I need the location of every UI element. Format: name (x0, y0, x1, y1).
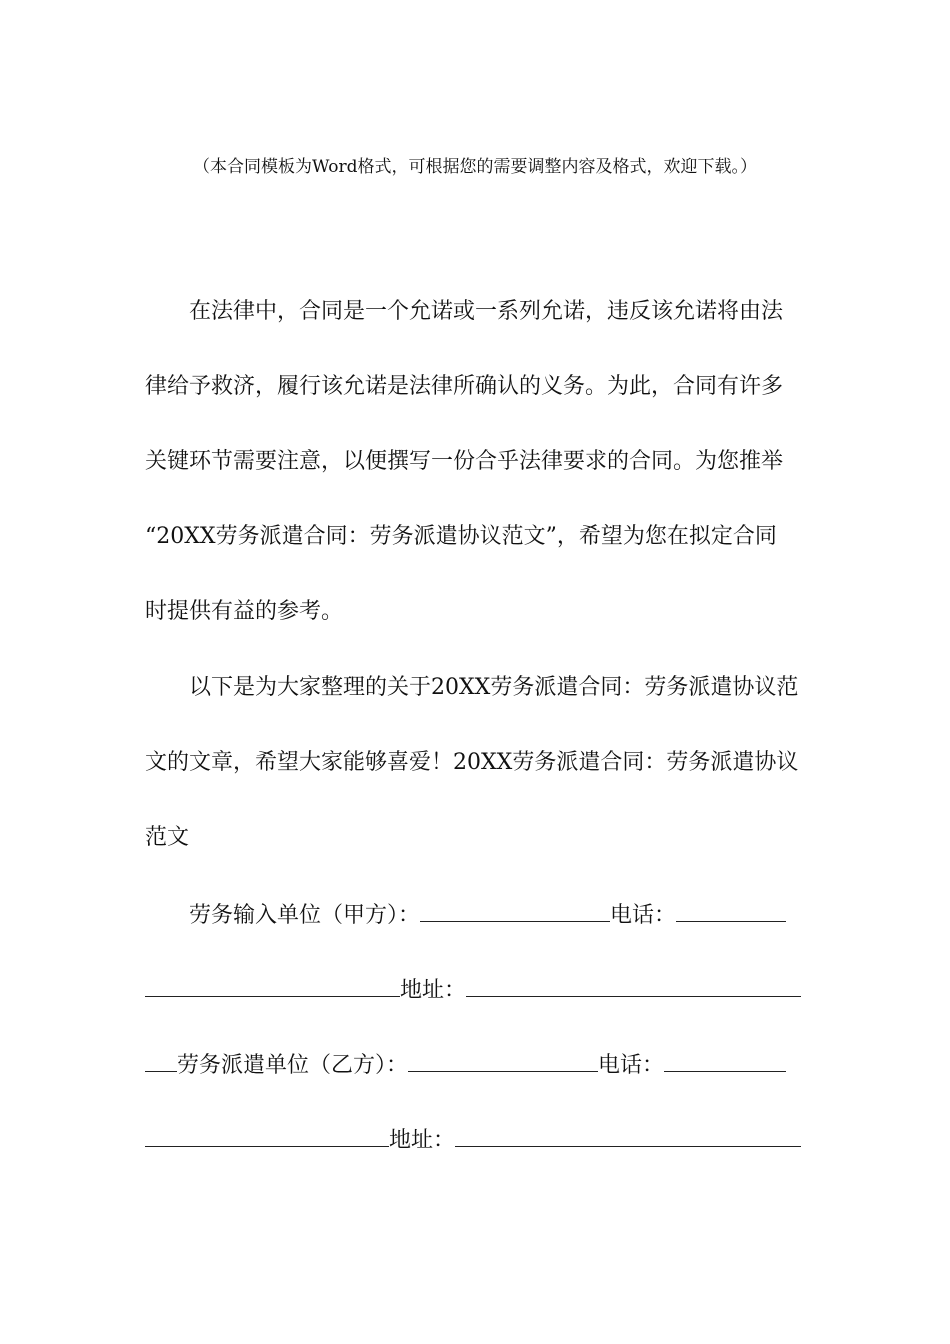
party-a-name-blank[interactable] (420, 901, 610, 922)
summary-paragraph (145, 650, 805, 875)
intro-paragraph (145, 274, 805, 649)
party-a-phone-blank[interactable] (676, 901, 786, 922)
party-a-address-row (145, 973, 805, 1003)
paragraph-line: 在法律中，合同是一个允诺或一系列允诺，违反该允诺将由法 (189, 299, 784, 324)
party-b-address-row (145, 1123, 805, 1153)
party-b-address-label: 地址： (389, 1128, 456, 1153)
party-a-row (145, 898, 805, 928)
party-a-phone-label: 电话： (610, 903, 677, 928)
paragraph-line: 范文 (145, 825, 190, 850)
party-b-phone-label: 电话： (598, 1053, 665, 1078)
paragraph-line: 关键环节需要注意，以便撰写一份合乎法律要求的合同。为您推举 (145, 449, 784, 474)
party-b-phone-blank[interactable] (664, 1051, 786, 1072)
paragraph-line: 文的文章，希望大家能够喜爱！20XX劳务派遣合同：劳务派遣协议 (145, 750, 799, 775)
party-b-address-blank[interactable] (455, 1126, 801, 1147)
party-b-row (145, 1048, 805, 1078)
party-b-name-blank[interactable] (408, 1051, 598, 1072)
party-a-phone-blank-continued[interactable] (145, 976, 400, 997)
paragraph-line: 以下是为大家整理的关于20XX劳务派遣合同：劳务派遣协议范 (189, 675, 799, 700)
party-a-address-blank-continued[interactable] (145, 1051, 177, 1072)
party-a-label: 劳务输入单位（甲方）： (189, 903, 421, 928)
paragraph-line: 律给予救济，履行该允诺是法律所确认的义务。为此，合同有许多 (145, 374, 784, 399)
template-note: （本合同模板为Word格式，可根据您的需要调整内容及格式，欢迎下载。） (192, 157, 758, 177)
paragraph-line: 时提供有益的参考。 (145, 599, 344, 624)
party-a-address-blank[interactable] (466, 976, 801, 997)
paragraph-line: “20XX劳务派遣合同：劳务派遣协议范文”，希望为您在拟定合同 (145, 524, 777, 549)
party-b-label: 劳务派遣单位（乙方）： (177, 1053, 409, 1078)
party-a-address-label: 地址： (400, 978, 467, 1003)
party-b-phone-blank-continued[interactable] (145, 1126, 389, 1147)
